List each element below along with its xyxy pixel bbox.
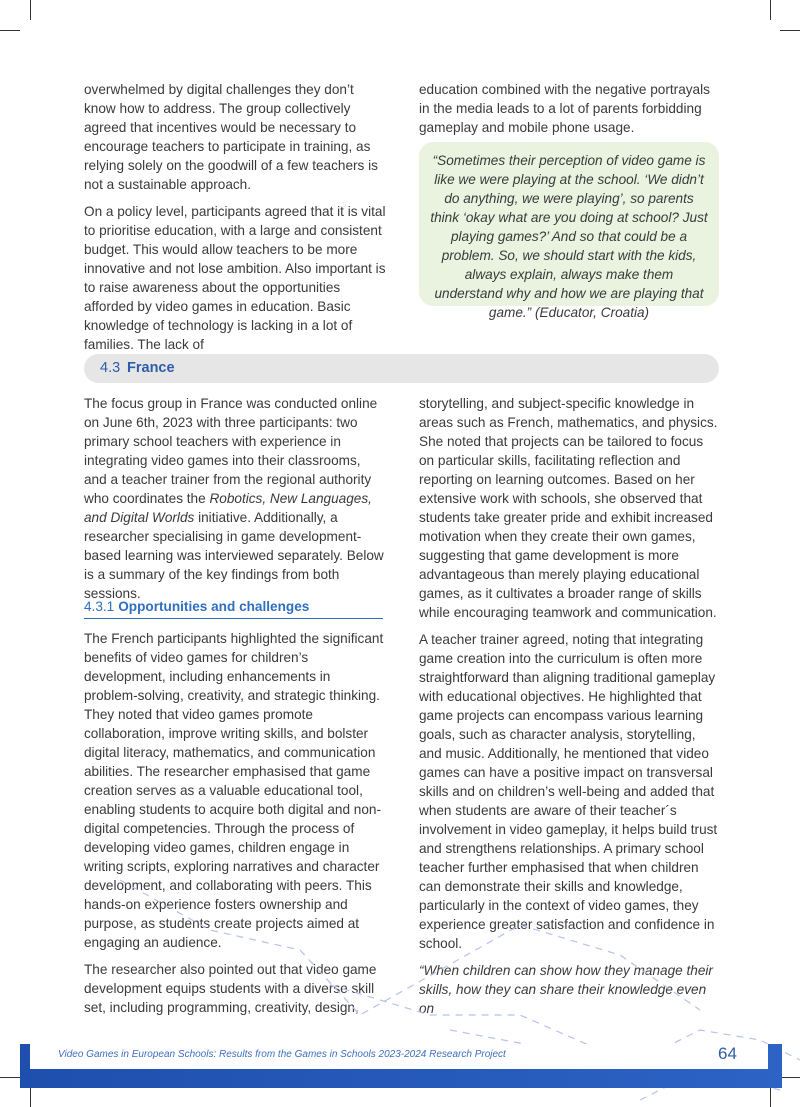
paragraph: overwhelmed by digital challenges they don’t know how to address. The group collectively agreed that incentives would be necessary to encourage teachers to participate in training, as relying solely on the goodwill of a few teachers is not a sustainable approach. (84, 82, 378, 192)
paragraph: A teacher trainer agreed, noting that integrating game creation into the curriculum is often more straightforward than aligning traditional gameplay with educational objectives. He highlighted that game projects can encompass various learning goals, such as character analysis, storytelling, and music. Additionally, he mentioned that video games can have a positive impact on transversal skills and on children’s well-being and added that when students are aware of their teacher´s involvement in video gameplay, it helps build trust and strengthens relationships. A primary school teacher further emphasised that when children can demonstrate their skills and knowledge, particularly in the context of video games, they experience greater satisfaction and confidence in school. (419, 632, 718, 951)
paragraph: storytelling, and subject-specific knowledge in areas such as French, mathematics, and physics. She noted that projects can be tailored to focus on particular skills, facilitating reflection and reporting on learning outcomes. Based on her extensive work with schools, she observed that students take greater pride and exhibit increased motivation when they create their own games, suggesting that game development is more advantageous than merely playing educational games, as it cultivates a broader range of skills while encouraging teamwork and communication. (419, 396, 718, 620)
page-number: 64 (718, 1044, 737, 1063)
paragraph: The researcher also pointed out that video game development equips students with a diverse skill set, including programming, creativity, design, (84, 962, 377, 1015)
intro-text-start: The focus group in France was conducted online on June 6th, 2023 with three participants: two primary school teachers with experience in integrating video games into their classrooms, and a teacher trainer from the regional authority who coordinates the (84, 396, 378, 506)
intro-text-end: initiative. Additionally, a researcher specialising in game development-based learning was interviewed separately. Below is a summary of the key findings from both sessions. (84, 510, 384, 601)
paragraph: The French participants highlighted the significant benefits of video games for children’s development, including enhancements in problem-solving, creativity, and strategic thinking. They noted that video games promote collaboration, improve writing skills, and bolster digital literacy, mathematics, and communication abilities. The researcher emphasised that game creation serves as a valuable educational tool, enabling students to acquire both digital and non-digital competencies. Through the process of developing video games, children engage in writing scripts, exploring narratives and character development, and collaborating with peers. This hands-on experience fosters ownership and purpose, as students create projects aimed at engaging an audience. (84, 631, 384, 950)
subsection-title: Opportunities and challenges (118, 599, 310, 614)
footer-text: Video Games in European Schools: Results from the Games in Schools 2023-2024 Research Project (58, 1049, 506, 1060)
paragraph: On a policy level, participants agreed that it is vital to prioritise education, with a large and consistent budget. This would allow teachers to be more innovative and not lose ambition. Also important is to raise awareness about the opportunities afforded by video games in education. Basic knowledge of technology is lacking in a lot of families. The lack of (84, 204, 386, 352)
subsection-number: 4.3.1 (84, 599, 115, 614)
section-title: France (127, 360, 175, 376)
quote-text: “Sometimes their perception of video game is like we were playing at the school. ‘We didn’t do anything, we were playing’, so parents think ‘okay what are you doing at school? Just playing games?’ And so that could be a problem. So, we should start with the kids, always explain, always make them understand why and how we are playing that game.” (Educator, Croatia) (430, 153, 708, 320)
paragraph: education combined with the negative portrayals in the media leads to a lot of parents forbidding gameplay and mobile phone usage. (419, 82, 710, 135)
closing-quote: “When children can show how they manage their skills, how they can share their knowledge even on (419, 963, 713, 1016)
initiative-name: Robotics, New Languages, and Digital Worlds (84, 491, 372, 525)
section-number: 4.3 (100, 360, 121, 376)
